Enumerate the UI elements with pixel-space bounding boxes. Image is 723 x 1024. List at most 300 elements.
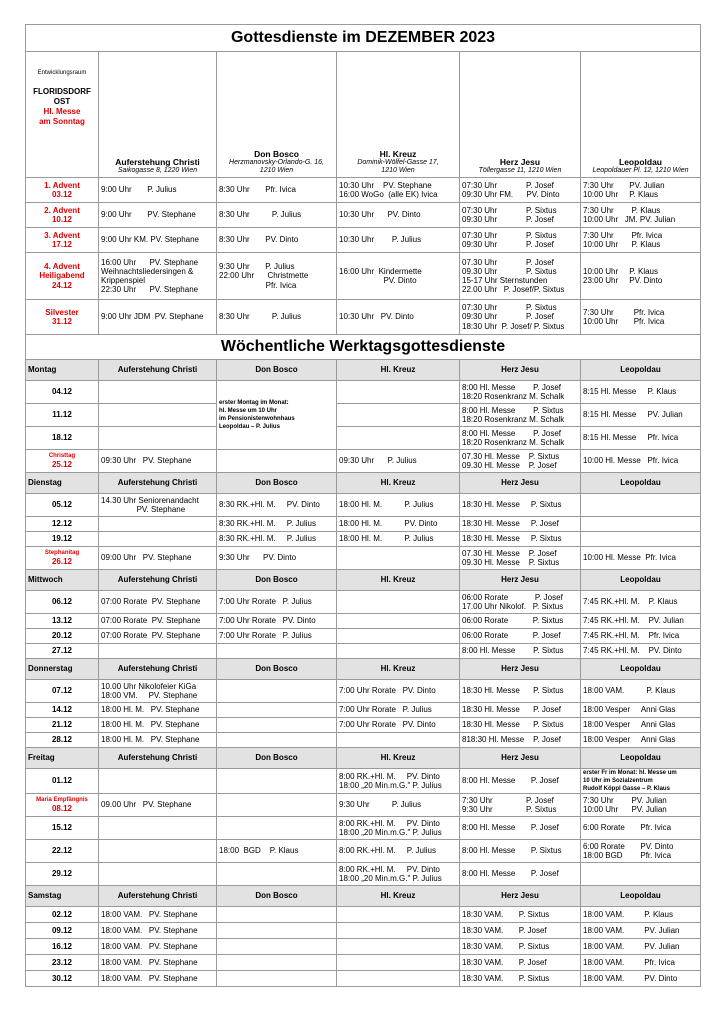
- schedule-table: [25, 24, 701, 987]
- date-cell: [26, 703, 99, 718]
- service-cell: 18:00 VAM. PV. Stephane: [99, 955, 217, 971]
- church-address: Dominik-Wölfel-Gasse 17, 1210 Wien: [357, 159, 439, 174]
- church-header-label: Auferstehung Christi: [99, 659, 217, 680]
- service-cell: 18:00 Hl. M. PV. Stephane: [99, 733, 217, 748]
- service-cell: 16:00 Uhr PV. Stephane Weihnachtsliedersingen & Krippenspiel 22:30 Uhr PV. Stephane: [99, 253, 217, 300]
- weekday-row: [26, 817, 701, 840]
- service-cell: 7:00 Uhr Rorate PV. Dinto: [337, 680, 460, 703]
- service-cell: 09:30 Uhr P. Julius: [337, 450, 460, 473]
- church-header-label: Auferstehung Christi: [99, 570, 217, 591]
- church-header-label: Hl. Kreuz: [337, 659, 460, 680]
- service-cell: 07:30 Uhr P. Josef 09:30 Uhr FM. PV. Dinto: [460, 178, 581, 203]
- area-label-line1: Entwicklungsraum: [37, 70, 87, 76]
- date-cell: [26, 404, 99, 427]
- service-cell: [337, 427, 460, 450]
- service-cell: 9:00 Uhr PV. Stephane: [99, 203, 217, 228]
- church-header-label: Hl. Kreuz: [337, 360, 460, 381]
- church-header-label: Leopoldau: [581, 659, 701, 680]
- weekday-row: [26, 629, 701, 644]
- service-cell: 18:30 Hl. Messe P. Sixtus: [460, 680, 581, 703]
- service-cell: 18:30 VAM. P. Sixtus: [460, 939, 581, 955]
- service-cell: 10:00 Uhr P. Klaus 23:00 Uhr PV. Dinto: [581, 253, 701, 300]
- church-name: Leopoldau: [619, 156, 662, 167]
- service-cell: 7:30 Uhr P. Josef 9:30 Uhr P. Sixtus: [460, 794, 581, 817]
- service-cell: [217, 923, 337, 939]
- weekday-row: [26, 494, 701, 517]
- sunday-row: [26, 253, 701, 300]
- service-cell: 9:30 Uhr P. Julius: [337, 794, 460, 817]
- service-cell: [337, 971, 460, 987]
- weekday-row: [26, 863, 701, 886]
- holiday-name: Christtag: [48, 452, 76, 459]
- service-cell: [217, 794, 337, 817]
- sunday-label: 4. Advent Heiligabend 24.12: [26, 253, 99, 300]
- church-header-label: Herz Jesu: [460, 473, 581, 494]
- service-cell: [99, 840, 217, 863]
- date-label: 20.12: [51, 631, 73, 641]
- date-label: 12.12: [51, 519, 73, 529]
- service-cell: 8:00 Hl. Messe P. Josef 18:20 Rosenkranz M. Schalk: [460, 381, 581, 404]
- service-cell: 8:00 Hl. Messe P. Josef 18:20 Rosenkranz M. Schalk: [460, 427, 581, 450]
- service-cell: 18:00 VAM. PV. Stephane: [99, 907, 217, 923]
- sunday-label: Silvester 31.12: [26, 300, 99, 335]
- service-cell: 18:30 VAM. P. Josef: [460, 955, 581, 971]
- service-cell: 07:30 Uhr P. Sixtus 09:30 Uhr P. Josef: [460, 203, 581, 228]
- service-cell: 07:30 Uhr P. Sixtus 09:30 Uhr P. Josef 18:30 Uhr P. Josef/ P. Sixtus: [460, 300, 581, 335]
- service-cell: 7:30 Uhr Pfr. Ivica 10:00 Uhr Pfr. Ivica: [581, 300, 701, 335]
- service-cell: 07:00 Rorate PV. Stephane: [99, 591, 217, 614]
- service-cell: [99, 863, 217, 886]
- church-header-label: Herz Jesu: [460, 570, 581, 591]
- date-cell: [26, 840, 99, 863]
- date-cell: [26, 939, 99, 955]
- weekday-row: [26, 591, 701, 614]
- service-cell: 8:00 RK.+Hl. M. P. Julius: [337, 840, 460, 863]
- service-cell: 09.00 Uhr PV. Stephane: [99, 794, 217, 817]
- service-cell: 18:00 VAM. P. Klaus: [581, 907, 701, 923]
- service-cell: 8:00 RK.+Hl. M. PV. Dinto 18:00 „20 Min.m.G." P. Julius: [337, 863, 460, 886]
- service-cell: 7:30 Uhr PV. Julian 10:00 Uhr P. Klaus: [581, 178, 701, 203]
- date-cell: [26, 450, 99, 473]
- service-cell: 16:00 Uhr Kindermette PV. Dinto: [337, 253, 460, 300]
- weekday-row: [26, 939, 701, 955]
- weekday-row: [26, 680, 701, 703]
- service-cell: 7:30 Uhr Pfr. Ivica 10:00 Uhr P. Klaus: [581, 228, 701, 253]
- church-header-label: Auferstehung Christi: [99, 473, 217, 494]
- service-cell: 9:00 Uhr KM. PV. Stephane: [99, 228, 217, 253]
- service-cell: 07.30 Hl. Messe P. Sixtus 09.30 Hl. Messe P. Josef: [460, 450, 581, 473]
- date-cell: [26, 794, 99, 817]
- weekday-header-row: [26, 748, 701, 769]
- service-cell: 06:00 Rorate P. Sixtus: [460, 614, 581, 629]
- date-cell: [26, 923, 99, 939]
- service-cell: 8:30 RK.+Hl. M. PV. Dinto: [217, 494, 337, 517]
- date-cell: [26, 494, 99, 517]
- date-label: 21.12: [51, 720, 73, 730]
- weekday-row: [26, 532, 701, 547]
- service-cell: 18:00 Hl. M. PV. Stephane: [99, 718, 217, 733]
- service-cell: 07.30 Uhr P. Josef 09.30 Uhr P. Sixtus 15-17 Uhr Sternstunden 22.00 Uhr P. Josef/P. Sixtus: [460, 253, 581, 300]
- date-cell: [26, 629, 99, 644]
- service-cell: 7:00 Uhr Rorate P. Julius: [217, 629, 337, 644]
- service-cell: 18:00 Vesper Anni Glas: [581, 733, 701, 748]
- service-cell: 8:30 RK.+Hl. M. P. Julius: [217, 532, 337, 547]
- date-cell: [26, 547, 99, 570]
- weekday-header-row: [26, 570, 701, 591]
- service-cell: 8:00 RK.+Hl. M. PV. Dinto 18:00 „20 Min.m.G." P. Julius: [337, 769, 460, 794]
- holiday-name: Stephanitag: [44, 549, 80, 556]
- church-header-label: Don Bosco: [217, 360, 337, 381]
- service-cell: 10:30 Uhr PV. Stephane 16:00 WoGo (alle EK) Ivica: [337, 178, 460, 203]
- church-header-label: Auferstehung Christi: [99, 886, 217, 907]
- area-label-line2: FLORIDSDORF: [33, 87, 91, 96]
- church-header-label: Hl. Kreuz: [337, 748, 460, 769]
- date-cell: [26, 381, 99, 404]
- church-header: [337, 52, 460, 178]
- title-row: [26, 25, 701, 52]
- service-cell: 8:00 Hl. Messe P. Josef: [460, 863, 581, 886]
- service-cell: 18:00 Hl. M. PV. Dinto: [337, 517, 460, 532]
- church-header-label: Herz Jesu: [460, 360, 581, 381]
- schedule-document: [25, 24, 700, 987]
- service-cell: 6:00 Rorate PV. Dinto 18:00 BGD Pfr. Ivica: [581, 840, 701, 863]
- church-header-label: Don Bosco: [217, 886, 337, 907]
- service-cell: 8:30 Uhr Pfr. Ivica: [217, 178, 337, 203]
- service-cell: 18:00 Hl. M. P. Julius: [337, 532, 460, 547]
- weekday-row: [26, 427, 701, 450]
- service-cell: 7:45 RK.+Hl. M. P. Klaus: [581, 591, 701, 614]
- service-cell: 18:00 VAM. P. Klaus: [581, 680, 701, 703]
- date-cell: [26, 614, 99, 629]
- service-cell: 18:30 VAM. P. Sixtus: [460, 907, 581, 923]
- church-header-label: Hl. Kreuz: [337, 473, 460, 494]
- service-cell: 10:00 Hl. Messe Pfr. Ivica: [581, 450, 701, 473]
- church-header-label: Leopoldau: [581, 886, 701, 907]
- sunday-row: [26, 203, 701, 228]
- holiday-name: Maria Empfängnis: [36, 796, 88, 803]
- service-cell: [337, 629, 460, 644]
- area-label-line3: OST: [53, 97, 71, 106]
- service-cell: 8:30 RK.+Hl. M. P. Julius: [217, 517, 337, 532]
- date-cell: [26, 591, 99, 614]
- service-cell: 18:30 Hl. Messe P. Sixtus: [460, 494, 581, 517]
- weekday-row: [26, 644, 701, 659]
- church-header-label: Auferstehung Christi: [99, 748, 217, 769]
- service-cell: 9:00 Uhr P. Julius: [99, 178, 217, 203]
- date-cell: [26, 680, 99, 703]
- service-cell: 18:00 VAM. PV. Julian: [581, 939, 701, 955]
- service-cell: 10.00 Uhr Nikolofeier KiGa 18:00 VM. PV. Stephane: [99, 680, 217, 703]
- church-header: [460, 52, 581, 178]
- service-cell: 8:00 Hl. Messe P. Sixtus 18:20 Rosenkranz M. Schalk: [460, 404, 581, 427]
- weekday-row: [26, 840, 701, 863]
- weekday-row: [26, 955, 701, 971]
- service-cell: [99, 644, 217, 659]
- church-header-row: [26, 52, 701, 178]
- date-label: 15.12: [51, 823, 73, 833]
- church-header-label: Don Bosco: [217, 473, 337, 494]
- date-label: 28.12: [51, 735, 73, 745]
- service-cell: [217, 971, 337, 987]
- sunday-row: [26, 178, 701, 203]
- church-header-label: Auferstehung Christi: [99, 360, 217, 381]
- service-cell: 07:00 Rorate PV. Stephane: [99, 614, 217, 629]
- service-cell: 7:00 Uhr Rorate PV. Dinto: [337, 718, 460, 733]
- date-label: 30.12: [51, 973, 73, 983]
- date-cell: [26, 769, 99, 794]
- church-name: Don Bosco: [254, 148, 299, 159]
- service-cell: 18:00 VAM. PV. Stephane: [99, 971, 217, 987]
- church-header-label: Herz Jesu: [460, 748, 581, 769]
- service-cell: 06:00 Rorate P. Josef 17.00 Uhr Nikolof. P. Sixtus: [460, 591, 581, 614]
- service-cell: [337, 955, 460, 971]
- church-name: Hl. Kreuz: [379, 148, 417, 159]
- date-cell: [26, 907, 99, 923]
- weekday-row: [26, 450, 701, 473]
- service-cell: 7:00 Uhr Rorate P. Julius: [337, 703, 460, 718]
- service-cell: [217, 955, 337, 971]
- weekday-row: [26, 769, 701, 794]
- service-cell: 18:00 BGD P. Klaus: [217, 840, 337, 863]
- weekday-name: Donnerstag: [26, 659, 99, 680]
- service-cell: 18:00 VAM. Pfr. Ivica: [581, 955, 701, 971]
- service-cell: 7:30 Uhr PV. Julian 10:00 Uhr PV. Julian: [581, 794, 701, 817]
- weekday-header-row: [26, 659, 701, 680]
- service-cell: 9:30 Uhr PV. Dinto: [217, 547, 337, 570]
- area-label: [26, 52, 99, 178]
- date-label: 05.12: [51, 500, 73, 510]
- date-cell: [26, 955, 99, 971]
- church-header-label: Herz Jesu: [460, 659, 581, 680]
- service-cell: 8:00 Hl. Messe P. Sixtus: [460, 840, 581, 863]
- weekday-row: [26, 381, 701, 404]
- service-cell: [217, 644, 337, 659]
- date-label: 06.12: [51, 597, 73, 607]
- weekday-row: [26, 794, 701, 817]
- service-cell: 10:30 Uhr PV. Dinto: [337, 203, 460, 228]
- service-cell: 18:00 Vesper Anni Glas: [581, 703, 701, 718]
- service-cell: [99, 381, 217, 404]
- service-cell: 7:00 Uhr Rorate P. Julius: [217, 591, 337, 614]
- service-cell: 7:45 RK.+Hl. M. PV. Julian: [581, 614, 701, 629]
- sunday-label: 2. Advent 10.12: [26, 203, 99, 228]
- service-cell: [337, 644, 460, 659]
- service-cell: [217, 907, 337, 923]
- service-cell: 18:00 Hl. M. P. Julius: [337, 494, 460, 517]
- service-cell: 9:30 Uhr P. Julius 22:00 Uhr Christmette Pfr. Ivica: [217, 253, 337, 300]
- weekday-row: [26, 517, 701, 532]
- church-address: Herzmanovsky-Orlando-G. 16, 1210 Wien: [229, 159, 324, 174]
- weekday-row: [26, 614, 701, 629]
- date-label: 14.12: [51, 705, 73, 715]
- service-cell: 18:00 VAM. PV. Dinto: [581, 971, 701, 987]
- weekday-row: [26, 404, 701, 427]
- service-cell: 18:00 Hl. M. PV. Stephane: [99, 703, 217, 718]
- church-name: Auferstehung Christi: [115, 156, 200, 167]
- service-cell: 8:30 Uhr P. Julius: [217, 300, 337, 335]
- church-header-label: Leopoldau: [581, 360, 701, 381]
- service-cell: 18:00 VAM. PV. Julian: [581, 923, 701, 939]
- service-cell: 7:30 Uhr P. Klaus 10:00 Uhr JM. PV. Julian: [581, 203, 701, 228]
- weekday-row: [26, 733, 701, 748]
- service-cell: 09:00 Uhr PV. Stephane: [99, 547, 217, 570]
- service-cell: [581, 863, 701, 886]
- service-cell: [99, 427, 217, 450]
- date-cell: [26, 863, 99, 886]
- service-cell: 07:00 Rorate PV. Stephane: [99, 629, 217, 644]
- service-cell: 18:30 Hl. Messe P. Sixtus: [460, 718, 581, 733]
- service-cell: [581, 494, 701, 517]
- service-cell: [217, 450, 337, 473]
- sunday-row: [26, 300, 701, 335]
- service-cell: [581, 532, 701, 547]
- service-cell: [581, 517, 701, 532]
- service-cell: [337, 591, 460, 614]
- service-cell: [337, 939, 460, 955]
- sunday-label: 1. Advent 03.12: [26, 178, 99, 203]
- date-cell: [26, 517, 99, 532]
- service-cell: [217, 680, 337, 703]
- service-cell: 8:00 RK.+Hl. M. PV. Dinto 18:00 „20 Min.m.G." P. Julius: [337, 817, 460, 840]
- service-cell: [217, 703, 337, 718]
- date-cell: [26, 718, 99, 733]
- page-title: Gottesdienste im DEZEMBER 2023: [26, 25, 701, 52]
- weekday-row: [26, 971, 701, 987]
- sunday-label: 3. Advent 17.12: [26, 228, 99, 253]
- weekday-name: Freitag: [26, 748, 99, 769]
- weekday-header-row: [26, 473, 701, 494]
- date-label: 22.12: [51, 846, 73, 856]
- date-cell: [26, 817, 99, 840]
- weekday-name: Samstag: [26, 886, 99, 907]
- date-label: 07.12: [51, 686, 73, 696]
- service-cell: 07:30 Uhr P. Sixtus 09:30 Uhr P. Josef: [460, 228, 581, 253]
- church-header-label: Leopoldau: [581, 748, 701, 769]
- service-cell: [337, 907, 460, 923]
- service-cell: [337, 733, 460, 748]
- service-cell: [217, 733, 337, 748]
- date-label: 23.12: [51, 957, 73, 967]
- service-cell: 18:00 VAM. PV. Stephane: [99, 923, 217, 939]
- church-header: [99, 52, 217, 178]
- service-cell: 07.30 Hl. Messe P. Josef 09.30 Hl. Messe P. Sixtus: [460, 547, 581, 570]
- service-cell: [337, 404, 460, 427]
- church-header-label: Don Bosco: [217, 659, 337, 680]
- service-cell: [337, 381, 460, 404]
- service-cell: 8:00 Hl. Messe P. Josef: [460, 769, 581, 794]
- section-title: Wöchentliche Werktagsgottesdienste: [26, 335, 701, 360]
- service-cell: 18:30 VAM. P. Josef: [460, 923, 581, 939]
- date-label: 29.12: [51, 869, 73, 879]
- don-bosco-note: erster Montag im Monat: hl. Messe um 10 Uhr im Pensionistenwohnhaus Leopoldau – P. Julius: [217, 381, 337, 450]
- service-cell: 8:30 Uhr P. Julius: [217, 203, 337, 228]
- weekday-name: Dienstag: [26, 473, 99, 494]
- service-cell: 10:00 Hl. Messe Pfr. Ivica: [581, 547, 701, 570]
- section-title-row: [26, 335, 701, 360]
- church-address: Leopoldauer Pl. 12, 1210 Wien: [592, 167, 689, 174]
- date-cell: [26, 644, 99, 659]
- weekday-row: [26, 547, 701, 570]
- weekday-row: [26, 907, 701, 923]
- service-cell: 818:30 Hl. Messe P. Josef: [460, 733, 581, 748]
- weekday-row: [26, 923, 701, 939]
- area-label-line4: Hl. Messe: [43, 107, 81, 116]
- weekday-header-row: [26, 360, 701, 381]
- date-label: 02.12: [51, 909, 73, 919]
- service-cell: [217, 939, 337, 955]
- church-header-label: Leopoldau: [581, 570, 701, 591]
- service-cell: 18:30 VAM. P. Sixtus: [460, 971, 581, 987]
- church-header-label: Hl. Kreuz: [337, 570, 460, 591]
- date-label: 16.12: [51, 941, 73, 951]
- service-cell: 18:00 Vesper Anni Glas: [581, 718, 701, 733]
- area-label-line5: am Sonntag: [39, 117, 85, 126]
- church-header-label: Don Bosco: [217, 570, 337, 591]
- service-cell: [99, 817, 217, 840]
- date-label: 19.12: [51, 534, 73, 544]
- weekday-header-row: [26, 886, 701, 907]
- service-cell: [99, 532, 217, 547]
- date-label: 18.12: [51, 433, 73, 443]
- service-cell: 6:00 Rorate Pfr. Ivica: [581, 817, 701, 840]
- date-cell: [26, 427, 99, 450]
- church-header-label: Don Bosco: [217, 748, 337, 769]
- weekday-name: Mittwoch: [26, 570, 99, 591]
- service-cell: 18:00 VAM. PV. Stephane: [99, 939, 217, 955]
- service-cell: 8:15 Hl. Messe P. Klaus: [581, 381, 701, 404]
- date-label: 11.12: [52, 410, 72, 420]
- service-cell: [217, 769, 337, 794]
- service-cell: 06:00 Rorate P. Josef: [460, 629, 581, 644]
- service-cell: 7:00 Uhr Rorate PV. Dinto: [217, 614, 337, 629]
- date-label: 26.12: [51, 556, 73, 566]
- service-cell: 18:30 Hl. Messe P. Josef: [460, 517, 581, 532]
- date-label: 01.12: [51, 776, 73, 786]
- sunday-row: [26, 228, 701, 253]
- service-cell: 8:00 Hl. Messe P. Sixtus: [460, 644, 581, 659]
- service-cell: 9:00 Uhr JDM PV. Stephane: [99, 300, 217, 335]
- service-cell: 8:00 Hl. Messe P. Josef: [460, 817, 581, 840]
- service-cell: [99, 404, 217, 427]
- date-label: 09.12: [51, 925, 73, 935]
- service-cell: 18:30 Hl. Messe P. Sixtus: [460, 532, 581, 547]
- church-name: Herz Jesu: [499, 156, 541, 167]
- date-cell: [26, 733, 99, 748]
- service-cell: 8:30 Uhr PV. Dinto: [217, 228, 337, 253]
- date-label: 27.12: [51, 646, 73, 656]
- church-header-label: Hl. Kreuz: [337, 886, 460, 907]
- church-header: [581, 52, 701, 178]
- date-label: 04.12: [51, 387, 73, 397]
- service-cell: 8:15 Hl. Messe Pfr. Ivica: [581, 427, 701, 450]
- church-header-label: Herz Jesu: [460, 886, 581, 907]
- date-cell: [26, 532, 99, 547]
- service-cell: 09:30 Uhr PV. Stephane: [99, 450, 217, 473]
- service-cell: [337, 614, 460, 629]
- service-cell: 14.30 Uhr Seniorenandacht PV. Stephane: [99, 494, 217, 517]
- church-header: [217, 52, 337, 178]
- service-cell: 7:45 RK.+Hl. M. PV. Dinto: [581, 644, 701, 659]
- service-cell: 18:30 Hl. Messe P. Josef: [460, 703, 581, 718]
- weekday-name: Montag: [26, 360, 99, 381]
- weekday-row: [26, 703, 701, 718]
- service-cell: [99, 769, 217, 794]
- service-cell: [217, 718, 337, 733]
- date-label: 13.12: [51, 616, 73, 626]
- service-cell: [99, 517, 217, 532]
- service-cell: [337, 923, 460, 939]
- service-cell: 10:30 Uhr P. Julius: [337, 228, 460, 253]
